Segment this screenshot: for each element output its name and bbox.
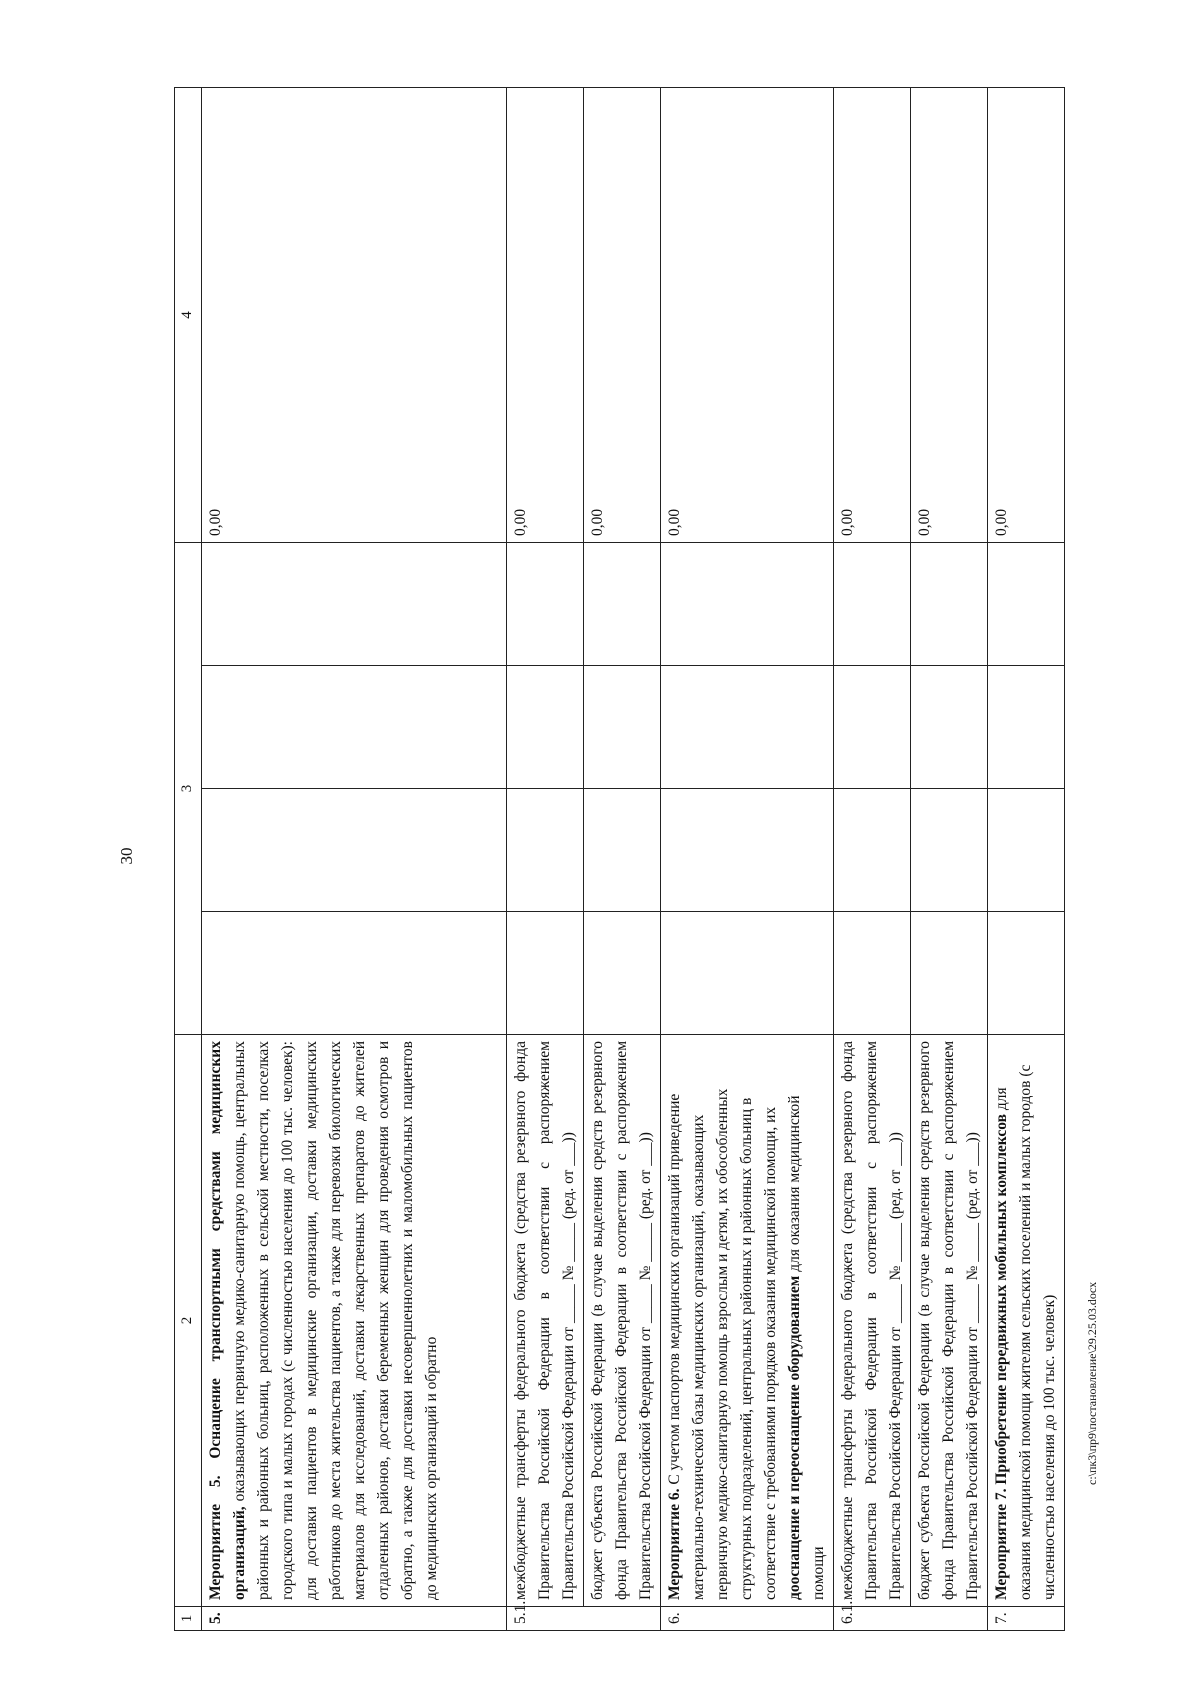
empty-cell bbox=[834, 789, 911, 912]
empty-cell bbox=[834, 912, 911, 1035]
empty-cell bbox=[911, 666, 988, 789]
measure-title: Мероприятие 5. Оснащение транспортными средствами медицинских организаций, bbox=[207, 1041, 248, 1600]
empty-cell bbox=[661, 789, 834, 912]
empty-cell bbox=[584, 789, 661, 912]
empty-cell bbox=[988, 789, 1065, 912]
table-row bbox=[661, 88, 834, 1631]
measure-title: Мероприятие 6. bbox=[666, 1488, 683, 1600]
empty-cell bbox=[661, 666, 834, 789]
row-number: 5. bbox=[202, 1607, 507, 1631]
row-value: 0,00 bbox=[202, 88, 507, 543]
row-value: 0,00 bbox=[584, 88, 661, 543]
empty-cell bbox=[202, 666, 507, 789]
measure-title: Мероприятие 7. Приобретение передвижных мобильных комплексов bbox=[993, 1114, 1010, 1600]
empty-cell bbox=[584, 543, 661, 666]
empty-cell bbox=[988, 912, 1065, 1035]
table-header-row bbox=[175, 88, 202, 1631]
row-number: 7. bbox=[988, 1607, 1065, 1631]
measures-table bbox=[174, 87, 1065, 1631]
empty-cell bbox=[911, 543, 988, 666]
empty-cell bbox=[584, 666, 661, 789]
row-description: Мероприятие 6. С учетом паспортов медицинских организаций приведение материально-технической базы медицинских организаций, оказывающих первичную медико-санитарную помощь взрослым и детям, их обособленных структурных подразделений, центральных районных и районных больниц в соответствие с требованиями порядков оказания медицинской помощи, их дооснащение и переоснащение оборудованием для оказания медицинской помощи bbox=[661, 1035, 834, 1607]
empty-cell bbox=[202, 912, 507, 1035]
row-description: Мероприятие 7. Приобретение передвижных мобильных комплексов для оказания медицинской помощи жителям сельских поселений и малых городов (с численностью населения до 100 тыс. человек) bbox=[988, 1035, 1065, 1607]
row-value: 0,00 bbox=[988, 88, 1065, 543]
empty-cell bbox=[911, 912, 988, 1035]
empty-cell bbox=[507, 789, 584, 912]
table-row bbox=[834, 88, 911, 1631]
empty-cell bbox=[507, 543, 584, 666]
row-number: 6. bbox=[661, 1607, 834, 1631]
empty-cell bbox=[661, 912, 834, 1035]
row-description: бюджет субъекта Российской Федерации (в случае выделения средств резервного фонда Правительства Российской Федерации в соответствии с распоряжением Правительства Российской Федерации от _____ № _____ (ред. от ___)) bbox=[584, 1035, 661, 1607]
empty-cell bbox=[202, 789, 507, 912]
page-number: 30 bbox=[117, 847, 136, 865]
row-value: 0,00 bbox=[507, 88, 584, 543]
header-col-2: 2 bbox=[175, 1035, 202, 1607]
header-col-4: 4 bbox=[175, 88, 202, 543]
empty-cell bbox=[834, 543, 911, 666]
table-row bbox=[988, 88, 1065, 1631]
table-row bbox=[507, 88, 584, 1631]
table-row bbox=[584, 88, 661, 1631]
row-number: 5.1. bbox=[507, 1607, 661, 1631]
empty-cell bbox=[202, 543, 507, 666]
empty-cell bbox=[988, 666, 1065, 789]
row-value: 0,00 bbox=[834, 88, 911, 543]
empty-cell bbox=[661, 543, 834, 666]
empty-cell bbox=[507, 912, 584, 1035]
row-number: 6.1. bbox=[834, 1607, 988, 1631]
row-value: 0,00 bbox=[911, 88, 988, 543]
row-description: межбюджетные трансферты федерального бюджета (средства резервного фонда Правительства Российской Федерации в соответствии с распоряжением Правительства Российской Федерации от _____ № _____ (ред. от ___)) bbox=[507, 1035, 584, 1607]
table-row bbox=[202, 88, 507, 1631]
row-description: Мероприятие 5. Оснащение транспортными средствами медицинских организаций, оказывающих первичную медико-санитарную помощь, центральных районных и районных больниц, расположенных в сельской местности, поселках городского типа и малых городах (с численностью населения до 100 тыс. человек): для доставки пациентов в медицинские организации, доставки медицинских работников до места жительства пациентов, а также для перевозки биологических материалов для исследований, доставки лекарственных препаратов до жителей отдаленных районов, доставки беременных женщин для проведения осмотров и обратно, а также для доставки несовершеннолетних и маломобильных пациентов до медицинских организаций и обратно bbox=[202, 1035, 507, 1607]
row-description: межбюджетные трансферты федерального бюджета (средства резервного фонда Правительства Российской Федерации в соответствии с распоряжением Правительства Российской Федерации от _____ № _____ (ред. от ___)) bbox=[834, 1035, 911, 1607]
empty-cell bbox=[911, 789, 988, 912]
table-row bbox=[911, 88, 988, 1631]
empty-cell bbox=[584, 912, 661, 1035]
empty-cell bbox=[834, 666, 911, 789]
header-col-1: 1 bbox=[175, 1607, 202, 1631]
empty-cell bbox=[507, 666, 584, 789]
footer-file-path: c:\пк3\пр9\постановление\29.25.03.docx bbox=[1085, 1281, 1099, 1485]
row-description: бюджет субъекта Российской Федерации (в случае выделения средств резервного фонда Правительства Российской Федерации в соответствии с распоряжением Правительства Российской Федерации от _____ № _____ (ред. от ___)) bbox=[911, 1035, 988, 1607]
empty-cell bbox=[988, 543, 1065, 666]
header-col-3: 3 bbox=[175, 543, 202, 1035]
row-value: 0,00 bbox=[661, 88, 834, 543]
document-table-rotated bbox=[174, 88, 1058, 1631]
